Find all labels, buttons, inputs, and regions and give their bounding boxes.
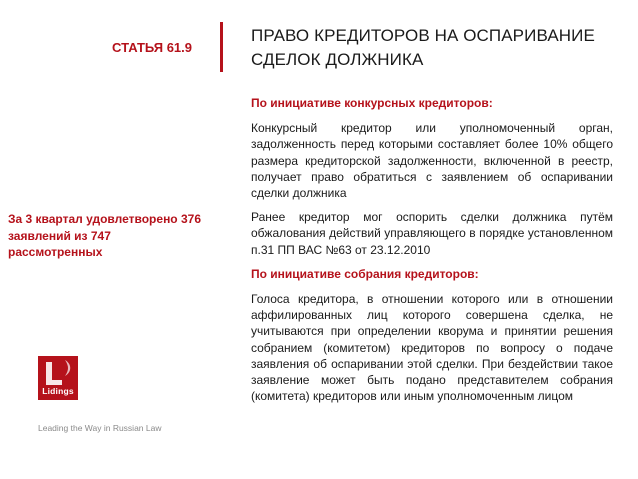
company-logo	[38, 356, 78, 400]
side-note-statistics: За 3 квартал удовлетворено 376 заявлений из 747 рассмотренных	[8, 212, 201, 259]
section-heading-bankruptcy-creditors: По инициативе конкурсных кредиторов:	[251, 96, 493, 110]
article-label: СТАТЬЯ 61.9	[112, 40, 192, 55]
section1-paragraph-1: Конкурсный кредитор или уполномоченный орган, задолженность перед которыми составляет более 10% общего размера кредиторской задолженности, включенной в реестр, получает право обратиться с заявлением об оспаривании сделки должника	[251, 121, 613, 201]
section1-paragraph-2: Ранее кредитор мог оспорить сделки должника путём обжалования действий управляющего в порядке установленном п.31 ПП ВАС №63 от 23.12.2010	[251, 210, 613, 257]
main-content	[251, 95, 613, 412]
tagline: Leading the Way in Russian Law	[38, 423, 162, 433]
title-divider	[220, 22, 223, 72]
page-title: ПРАВО КРЕДИТОРОВ НА ОСПАРИВАНИЕ СДЕЛОК ДОЛЖНИКА	[251, 26, 595, 69]
section2-paragraph-1: Голоса кредитора, в отношении которого или в отношении аффилированных лиц которого совершена сделка, не учитываются при определении кворума и принятии решения собранием (комитетом) кредиторов по вопросу о подаче заявления об оспаривании этой сделки. При бездействии такое заявление может быть подано представителем собрания (комитета) кредиторов или иным уполномоченным лицом	[251, 292, 613, 404]
logo-text: Lidings	[42, 386, 74, 396]
section-heading-creditors-meeting: По инициативе собрания кредиторов:	[251, 266, 479, 281]
